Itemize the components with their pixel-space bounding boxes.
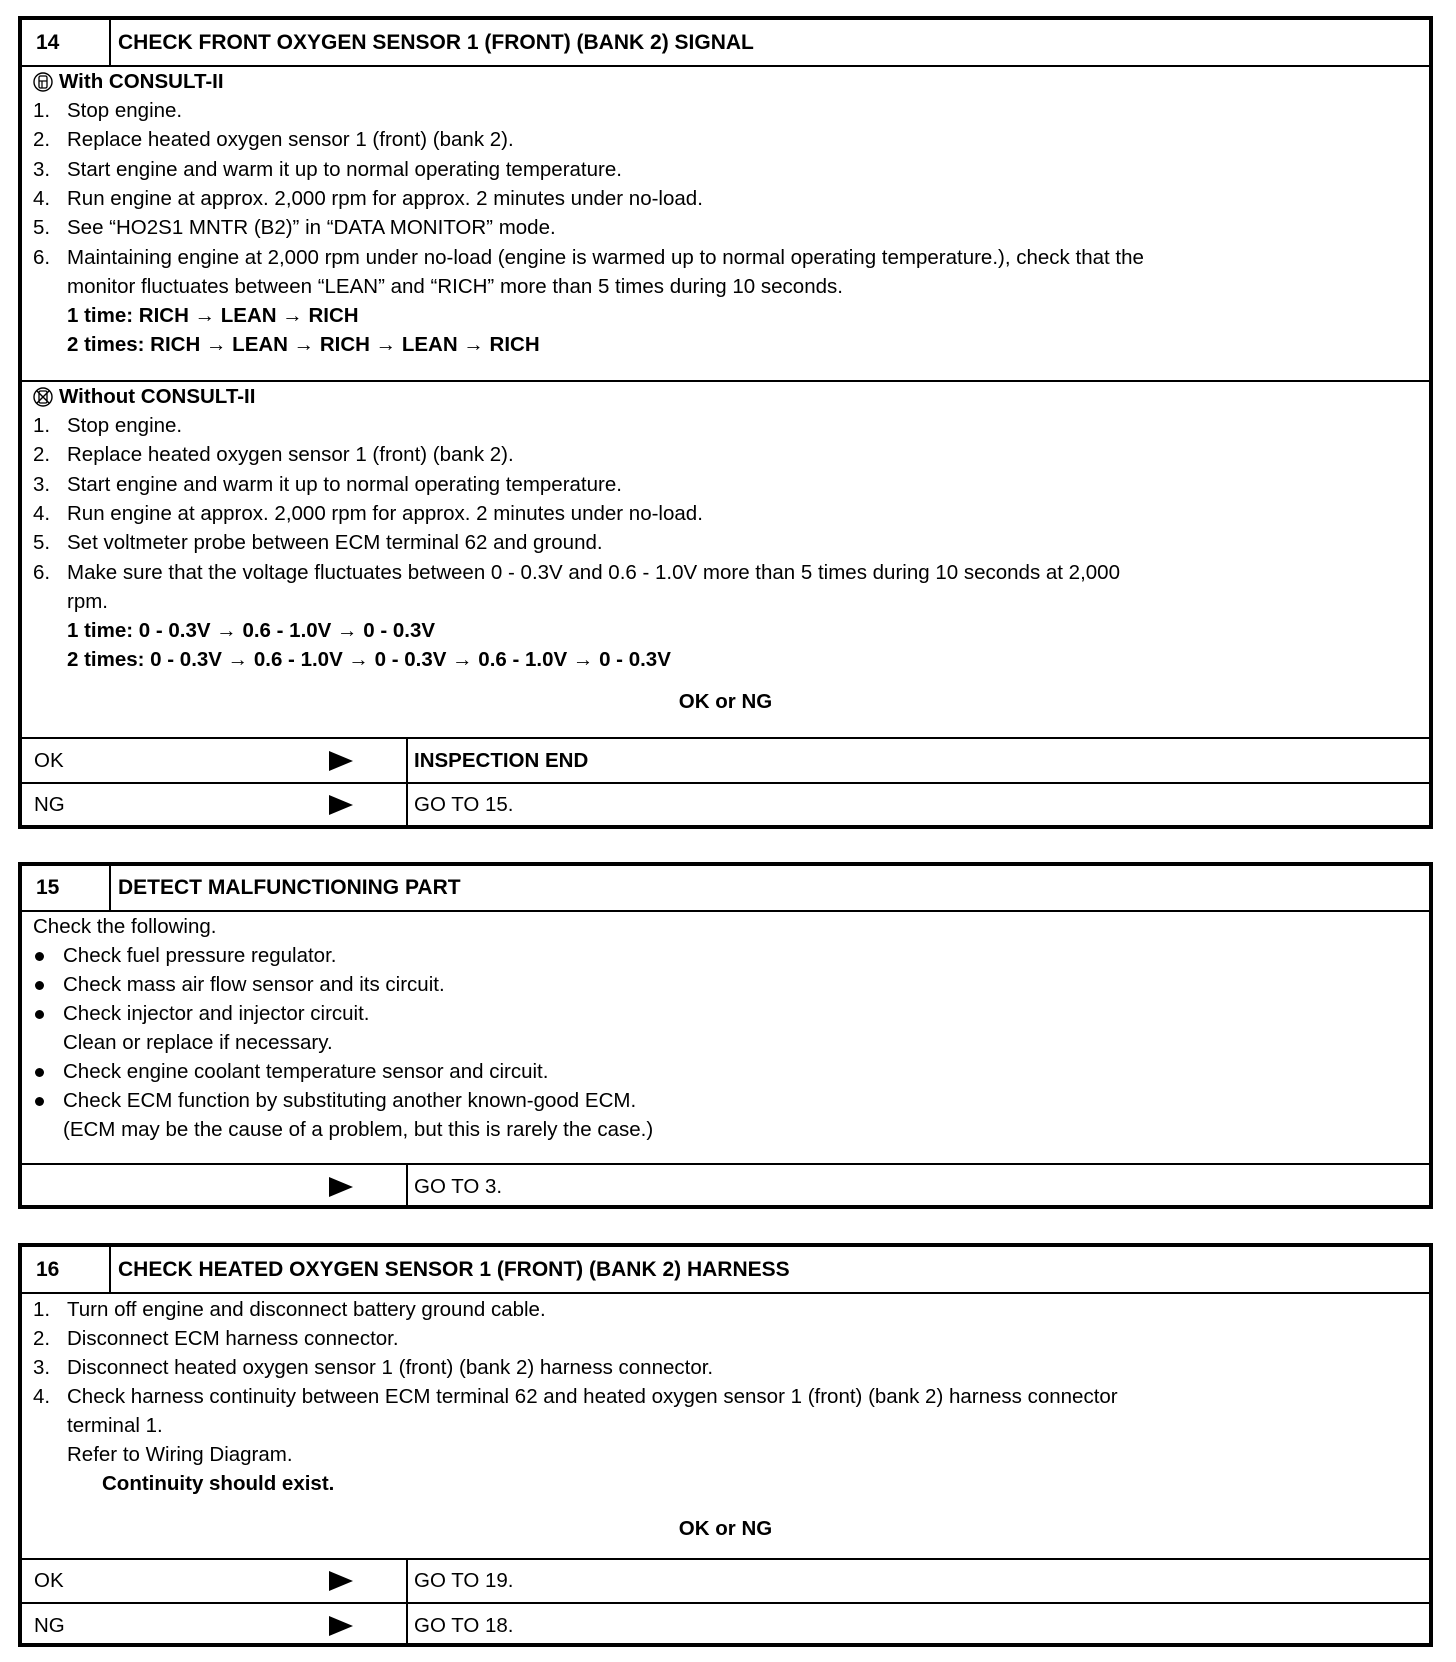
step-15-body: [22, 912, 1429, 1163]
result-row-ng: [22, 1602, 1429, 1647]
step-number: 16: [22, 1247, 111, 1292]
list-item: 5. Set voltmeter probe between ECM terminal 62 and ground.: [33, 531, 603, 554]
result-row: [22, 1163, 1429, 1209]
right-arrow-icon: [329, 1616, 353, 1636]
step-16-header: [22, 1247, 1429, 1294]
step-15-header: [22, 866, 1429, 912]
bullet-continuation: Clean or replace if necessary.: [63, 1031, 333, 1054]
bullet-icon: [35, 1068, 44, 1077]
bullet-item: Check injector and injector circuit.: [22, 999, 1429, 1029]
bullet-item: Check fuel pressure regulator.: [22, 941, 1429, 971]
example-line: 2 times: 0 - 0.3V → 0.6 - 1.0V → 0 - 0.3V → 0.6 - 1.0V → 0 - 0.3V: [67, 648, 671, 671]
consult-tool-icon: [33, 72, 53, 92]
result-action: GO TO 18.: [406, 1604, 1429, 1647]
list-item-continuation: terminal 1.: [67, 1414, 163, 1437]
result-row-ok: [22, 737, 1429, 782]
step-number: 14: [22, 20, 111, 65]
step-14-table: [18, 16, 1433, 829]
bullet-item: Check engine coolant temperature sensor and circuit.: [22, 1057, 1429, 1087]
example-line: 1 time: RICH → LEAN → RICH: [67, 304, 359, 327]
step-15-table: [18, 862, 1433, 1209]
list-item: 1. Stop engine.: [33, 414, 183, 437]
list-item: 6. Maintaining engine at 2,000 rpm under no-load (engine is warmed up to normal operating temperature.), check that the: [33, 246, 1144, 269]
list-item: 3. Disconnect heated oxygen sensor 1 (front) (bank 2) harness connector.: [33, 1356, 714, 1379]
example-line: 2 times: RICH → LEAN → RICH → LEAN → RICH: [67, 333, 540, 356]
with-consult-heading: With CONSULT-II: [33, 67, 1429, 97]
list-item: 3. Start engine and warm it up to normal operating temperature.: [33, 158, 622, 181]
list-item: 1. Stop engine.: [33, 99, 183, 122]
step-title: CHECK FRONT OXYGEN SENSOR 1 (FRONT) (BANK 2) SIGNAL: [118, 30, 754, 54]
list-item: 1. Turn off engine and disconnect battery ground cable.: [33, 1298, 546, 1321]
bullet-icon: [35, 1097, 44, 1106]
list-item: 4. Run engine at approx. 2,000 rpm for approx. 2 minutes under no-load.: [33, 502, 703, 525]
result-label: NG: [34, 1613, 65, 1637]
with-consult-section: [22, 67, 1429, 382]
step-16-table: [18, 1243, 1433, 1647]
list-item-continuation: rpm.: [67, 590, 108, 613]
result-action: GO TO 3.: [406, 1165, 1429, 1209]
list-item: 4. Check harness continuity between ECM terminal 62 and heated oxygen sensor 1 (front) (bank 2) harness connector: [33, 1385, 1118, 1408]
result-action: GO TO 15.: [406, 784, 1429, 825]
list-item: 3. Start engine and warm it up to normal operating temperature.: [33, 473, 622, 496]
spec-text: Continuity should exist.: [102, 1472, 335, 1495]
result-label: OK: [34, 748, 64, 772]
right-arrow-icon: [329, 1571, 353, 1591]
ok-or-ng-label: OK or NG: [678, 1517, 773, 1540]
bullet-icon: [35, 1010, 44, 1019]
step-title: DETECT MALFUNCTIONING PART: [118, 876, 461, 899]
result-action: GO TO 19.: [406, 1560, 1429, 1602]
list-item: 5. See “HO2S1 MNTR (B2)” in “DATA MONITOR” mode.: [33, 216, 556, 239]
list-item: 2. Disconnect ECM harness connector.: [33, 1327, 399, 1350]
result-row-ok: [22, 1558, 1429, 1602]
list-item-continuation: monitor fluctuates between “LEAN” and “RICH” more than 5 times during 10 seconds.: [67, 275, 843, 298]
list-item: 2. Replace heated oxygen sensor 1 (front) (bank 2).: [33, 443, 514, 466]
reference-note: Refer to Wiring Diagram.: [67, 1443, 293, 1466]
bullet-icon: [35, 981, 44, 990]
step-16-body: [22, 1294, 1429, 1558]
list-item: 2. Replace heated oxygen sensor 1 (front) (bank 2).: [33, 128, 514, 151]
bullet-icon: [35, 952, 44, 961]
list-item: 6. Make sure that the voltage fluctuates between 0 - 0.3V and 0.6 - 1.0V more than 5 times during 10 seconds at 2,000: [33, 561, 1120, 584]
without-consult-section: [22, 382, 1429, 737]
result-label: NG: [34, 792, 65, 816]
bullet-continuation: (ECM may be the cause of a problem, but this is rarely the case.): [63, 1118, 654, 1141]
without-consult-heading: Without CONSULT-II: [33, 382, 1429, 412]
step-title: CHECK HEATED OXYGEN SENSOR 1 (FRONT) (BANK 2) HARNESS: [118, 1257, 790, 1281]
result-label: OK: [34, 1569, 64, 1592]
right-arrow-icon: [329, 1177, 353, 1197]
ok-or-ng-label: OK or NG: [678, 690, 773, 713]
right-arrow-icon: [329, 751, 353, 771]
result-action: INSPECTION END: [406, 739, 1429, 782]
intro-text: Check the following.: [33, 915, 217, 938]
list-item: 4. Run engine at approx. 2,000 rpm for approx. 2 minutes under no-load.: [33, 187, 703, 210]
bullet-item: Check mass air flow sensor and its circuit.: [22, 970, 1429, 1000]
result-row-ng: [22, 782, 1429, 825]
step-14-header: [22, 20, 1429, 67]
step-number: 15: [22, 866, 111, 910]
no-consult-tool-icon: [33, 387, 53, 407]
bullet-item: Check ECM function by substituting another known-good ECM.: [22, 1086, 1429, 1116]
example-line: 1 time: 0 - 0.3V → 0.6 - 1.0V → 0 - 0.3V: [67, 619, 436, 642]
right-arrow-icon: [329, 795, 353, 815]
